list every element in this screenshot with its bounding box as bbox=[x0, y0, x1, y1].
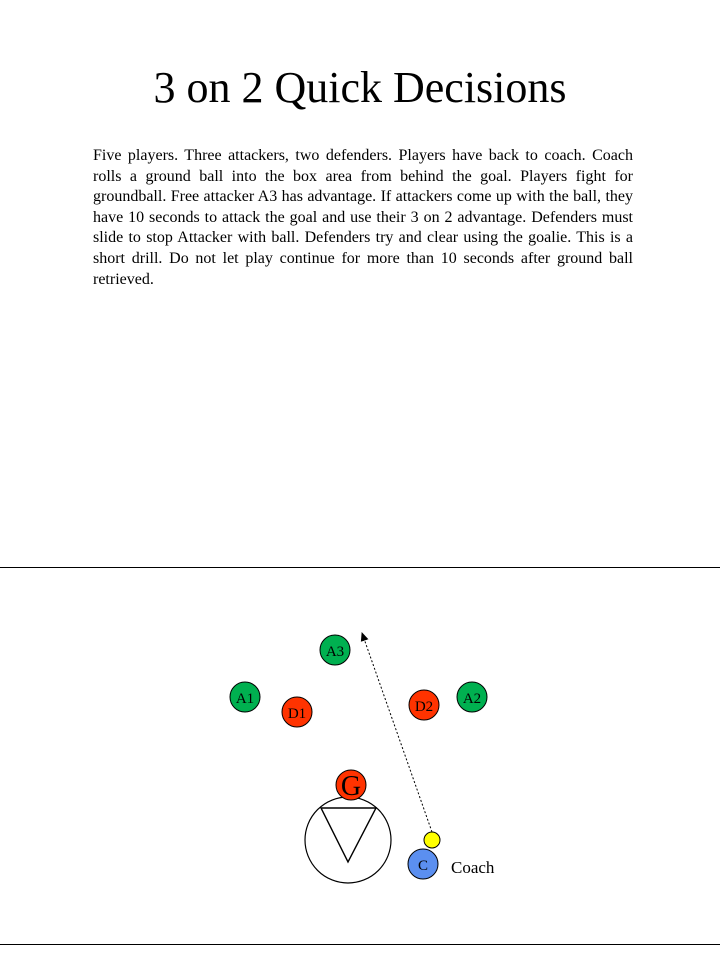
player-goalie bbox=[336, 770, 366, 802]
coach-marker-label: C bbox=[417, 858, 429, 874]
player-a3 bbox=[320, 635, 350, 665]
ball-path-arrow bbox=[362, 633, 432, 832]
page-title: 3 on 2 Quick Decisions bbox=[153, 63, 567, 112]
player-a2-label: A2 bbox=[462, 691, 482, 707]
player-a1-label: A1 bbox=[235, 691, 255, 707]
player-d1 bbox=[282, 697, 312, 727]
ground-ball bbox=[424, 832, 440, 848]
player-d1-label: D1 bbox=[287, 706, 307, 722]
player-d2-label: D2 bbox=[414, 699, 434, 715]
goal-crease bbox=[305, 797, 391, 883]
player-a1 bbox=[230, 682, 260, 712]
description-text: Five players. Three attackers, two defenders. Players have back to coach. Coach rolls a ground ball into the box area from behind the goal. Players fight for groundball. Free attacker A3 has advantage. If attackers come up with the ball, they have 10 seconds to attack the goal and use their 3 on 2 advantage. Defenders must slide to stop Attacker with ball. Defenders try and clear using the goalie. This is a short drill. Do not let play continue for more than 10 seconds after ground ball retrieved. bbox=[93, 147, 633, 288]
player-a3-label: A3 bbox=[325, 644, 345, 660]
coach-marker bbox=[408, 849, 438, 879]
goal-triangle bbox=[321, 808, 376, 862]
player-goalie-label: G bbox=[340, 771, 362, 802]
player-d2 bbox=[409, 690, 439, 720]
player-a2 bbox=[457, 682, 487, 712]
coach-label: Coach bbox=[451, 858, 495, 877]
